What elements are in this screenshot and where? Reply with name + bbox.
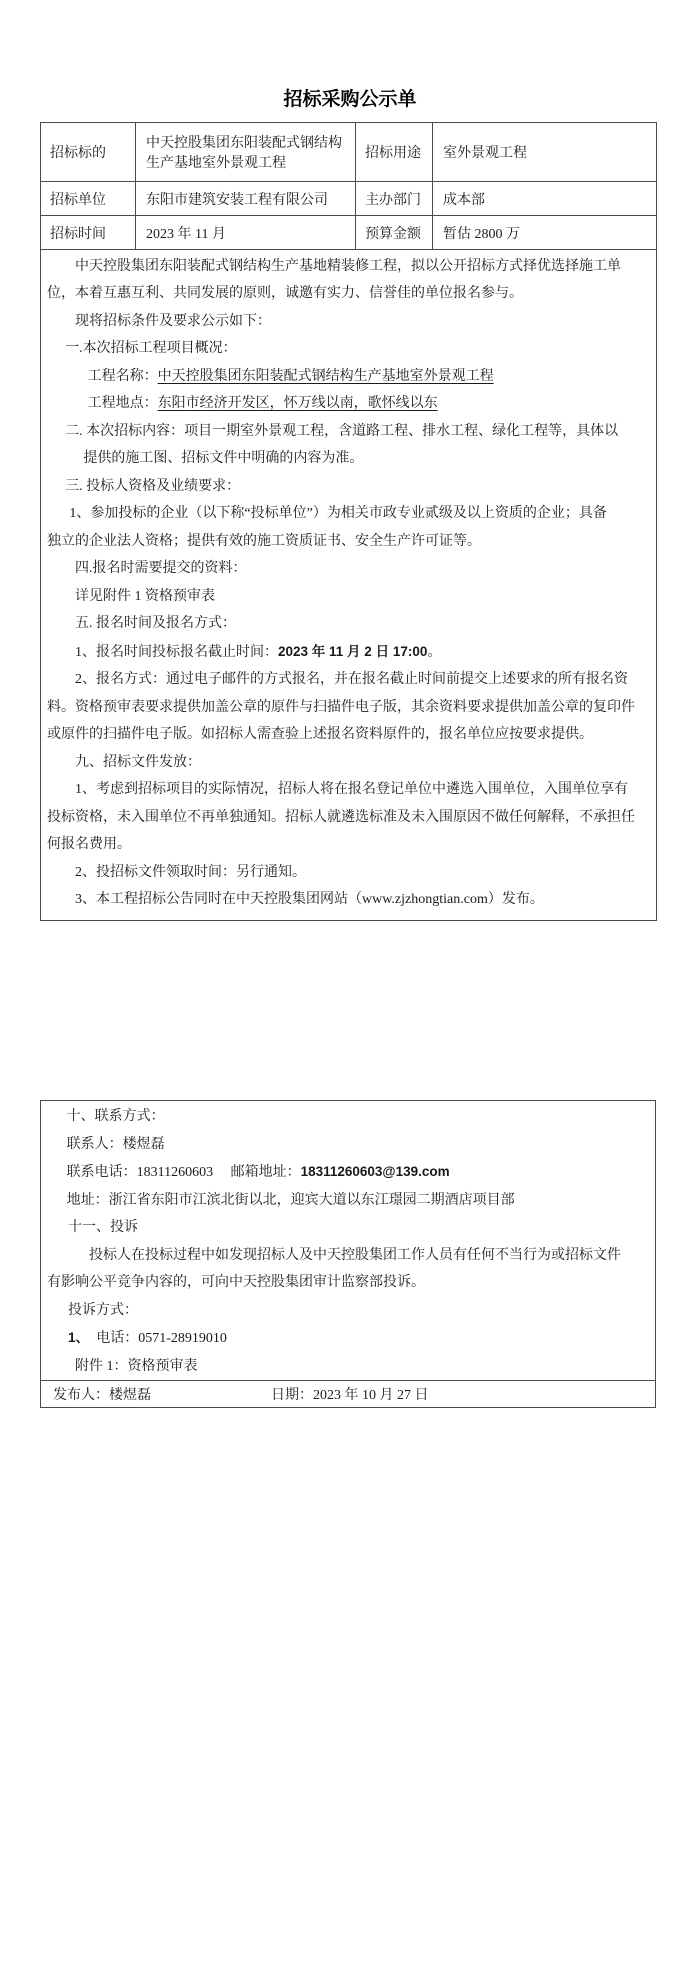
text-run: 二. 本次招标内容：项目一期室外景观工程，含道路工程、排水工程、绿化工程等，具体以 — [65, 423, 619, 439]
text-run: 或原件的扫描件电子版。如招标人需查验上述报名资料原件的，报名单位应按要求提供。 — [47, 727, 593, 742]
text-run: 一.本次招标工程项目概况： — [65, 341, 237, 356]
text-run: 五. 报名时间及报名方式： — [75, 616, 236, 631]
text-run: 有影响公平竞争内容的，可向中天控股集团审计监察部投诉。 — [47, 1275, 425, 1290]
text-line — [47, 1242, 647, 1270]
text-line — [47, 500, 648, 528]
text-line — [47, 280, 648, 308]
text-run: 中天控股集团东阳装配式钢结构生产基地精装修工程，拟以公开招标方式择优选择施工单 — [75, 258, 621, 274]
text-line — [47, 1269, 647, 1297]
bid-subject-value: 中天控股集团东阳装配式钢结构生产基地室外景观工程 — [136, 123, 356, 182]
text-line — [47, 583, 648, 611]
text-run: 2、报名方式：通过电子邮件的方式报名，并在报名截止时间前提交上述要求的所有报名资 — [75, 672, 628, 687]
text-line — [47, 1103, 647, 1131]
host-dept-label: 主办部门 — [356, 182, 433, 216]
text-line — [47, 831, 648, 859]
publish-date: 日期：2023 年 10 月 27 日 — [271, 1388, 429, 1403]
contact-lines — [47, 1103, 647, 1380]
table-row — [41, 182, 657, 216]
text-run: 提供的施工图、招标文件中明确的内容为准。 — [83, 451, 364, 466]
text-run: 1、参加投标的企业（以下称“投标单位”）为相关市政专业贰级及以上资质的企业；具备 — [69, 506, 607, 521]
text-run: 料。资格预审表要求提供加盖公章的原件与扫描件电子版，其余资料要求提供加盖公章的复印件 — [47, 699, 635, 715]
text-line — [47, 555, 648, 583]
bid-time-value: 2023 年 11 月 — [136, 216, 356, 250]
text-run: 详见附件 1 资格预审表 — [75, 588, 215, 604]
text-line — [47, 445, 648, 473]
text-line — [47, 335, 648, 363]
footer-cell — [41, 1381, 656, 1408]
text-run: 投标人在投标过程中如发现招标人及中天控股集团工作人员有任何不当行为或招标文件 — [89, 1247, 621, 1263]
text-line — [47, 638, 648, 667]
bid-time-label: 招标时间 — [41, 216, 136, 250]
contact-box — [40, 1100, 656, 1408]
text-line — [47, 749, 648, 777]
budget-label: 预算金额 — [356, 216, 433, 250]
text-run: 附件 1：资格预审表 — [75, 1358, 198, 1374]
table-row — [41, 1101, 656, 1381]
text-run: 3、本工程招标公告同时在中天控股集团网站（www.zjzhongtian.com）发布。 — [75, 892, 544, 907]
text-line — [47, 1353, 647, 1381]
text-line — [47, 473, 648, 501]
budget-value: 暂估 2800 万 — [433, 216, 657, 250]
text-run: 投诉方式： — [68, 1302, 138, 1318]
text-line — [47, 1324, 647, 1353]
bid-unit-value: 东阳市建筑安装工程有限公司 — [136, 182, 356, 216]
text-line — [47, 253, 648, 281]
bid-purpose-value: 室外景观工程 — [433, 123, 657, 182]
text-line — [47, 721, 648, 749]
text-line — [47, 363, 648, 391]
bid-info-table — [40, 122, 657, 921]
host-dept-value: 成本部 — [433, 182, 657, 216]
text-line — [47, 886, 648, 914]
page-title: 招标采购公示单 — [283, 89, 417, 110]
text-line — [47, 390, 648, 418]
text-line — [47, 666, 648, 694]
text-run: 。 — [427, 644, 442, 660]
text-run: 九、招标文件发放： — [75, 754, 201, 770]
text-line — [47, 859, 648, 887]
text-line — [47, 1131, 647, 1159]
text-run: 现将招标条件及要求公示如下： — [75, 313, 271, 329]
text-line — [47, 1297, 647, 1325]
text-run: 1、报名时间投标报名截止时间： — [75, 644, 278, 660]
text-run: 1、 — [68, 1330, 83, 1345]
text-run: 三. 投标人资格及业绩要求： — [65, 478, 241, 494]
underlined-text: 中天控股集团东阳装配式钢结构生产基地室外景观工程 — [157, 368, 494, 384]
text-line — [47, 694, 648, 722]
text-run: 联系人：楼煜磊 — [66, 1136, 165, 1152]
text-run: 投标资格，未入围单位不再单独通知。招标人就遴选标准及未入围原因不做任何解释，不承担任 — [47, 809, 635, 825]
text-run: 2、投招标文件领取时间：另行通知。 — [75, 864, 306, 880]
text-line — [47, 804, 648, 832]
text-line — [47, 1214, 647, 1242]
text-run: 独立的企业法人资格；提供有效的施工资质证书、安全生产许可证等。 — [47, 533, 481, 549]
bid-unit-label: 招标单位 — [41, 182, 136, 216]
publisher: 发布人：楼煜磊 — [53, 1388, 151, 1403]
text-line — [47, 1187, 647, 1215]
contact-cell — [41, 1101, 656, 1381]
text-line — [47, 610, 648, 638]
text-run: 十、联系方式： — [66, 1109, 165, 1124]
text-run: 地址：浙江省东阳市江滨北街以北，迎宾大道以东江璟园二期酒店项目部 — [66, 1192, 515, 1208]
footer-row — [41, 1381, 656, 1408]
announcement-body-cell — [41, 250, 657, 921]
text-line — [47, 776, 648, 804]
text-run: 联系电话：18311260603 邮箱地址： — [66, 1165, 301, 1180]
text-line — [47, 528, 648, 556]
body-lines — [47, 253, 648, 914]
table-row — [41, 123, 657, 182]
text-run: 18311260603@139.com — [300, 1164, 450, 1179]
text-run: 工程名称： — [87, 368, 158, 384]
table-row — [41, 250, 657, 921]
underlined-text: 东阳市经济开发区，怀万线以南，歌怀线以东 — [157, 396, 438, 411]
text-line — [47, 308, 648, 336]
text-run: 位，本着互惠互利、共同发展的原则，诚邀有实力、信誉佳的单位报名参与。 — [47, 286, 523, 301]
text-run: 2023 年 11 月 2 日 17:00 — [278, 643, 428, 659]
bid-subject-label: 招标标的 — [41, 123, 136, 182]
bid-purpose-label: 招标用途 — [356, 123, 433, 182]
table-row — [41, 216, 657, 250]
text-line — [47, 1158, 647, 1187]
text-run: 十一、投诉 — [68, 1220, 138, 1235]
text-run: 电话：0571-28919010 — [82, 1331, 227, 1346]
text-run: 工程地点： — [87, 396, 158, 411]
text-run: 何报名费用。 — [47, 837, 131, 852]
text-line — [47, 418, 648, 446]
text-run: 1、考虑到招标项目的实际情况，招标人将在报名登记单位中遴选入围单位，入围单位享有 — [75, 782, 628, 797]
text-run: 四.报名时需要提交的资料： — [75, 561, 247, 576]
